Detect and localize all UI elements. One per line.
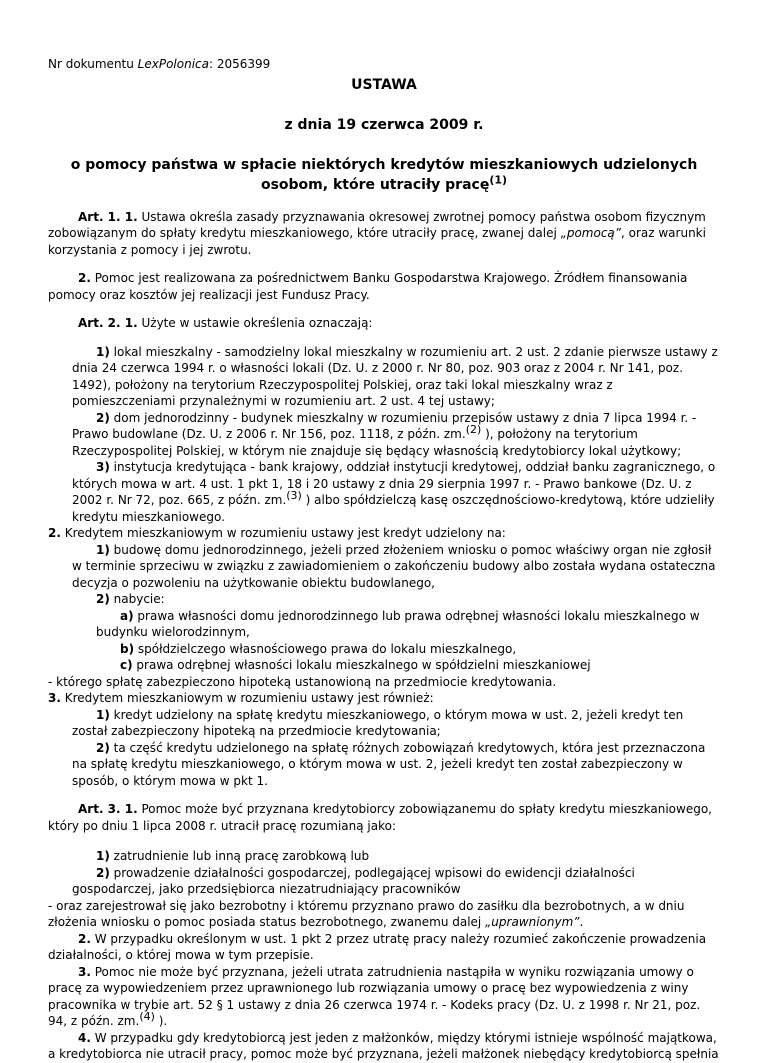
art-3-item-1: 1) zatrudnienie lub inną pracę zarobkową lub [96,849,370,863]
art-3-par-4: 4. W przypadku gdy kredytobiorcą jest jeden z małżonków, między którymi istnieje wspólność majątkowa, a kredytobiorca nie utracił pracy, pomoc może być przyznana, jeżeli małżonek niebędący kredytobiorcą spełnia [48,1030,719,1061]
art-2-par-3: 3. Kredytem mieszkaniowym w rozumieniu ustawy jest również: [48,691,434,705]
footnote-ref: (1) [489,172,508,186]
art-2-par-2-item-2: 2) nabycie: [96,592,165,606]
act-subject: o pomocy państwa w spłacie niektórych kredytów mieszkaniowych udzielonych osobom, które utraciły pracę$^{(1)}$ [70,156,698,193]
act-title: USTAWA [351,76,417,93]
art-1-par-1: Art. 1. 1. Ustawa określa zasady przyznawania okresowej zwrotnej pomocy państwa osobom fizycznym zobowiązanym do spłaty kredytu mieszkaniowego, które utraciły pracę, zwanej dalej „pomocą”, oraz warunki korzystania z pomocy i jej zwrotu. [48,209,706,257]
art-3-par-1: Art. 3. 1. Pomoc może być przyznana kredytobiorcy zobowiązanemu do spłaty kredytu mieszkaniowego, który po dniu 1 lipca 2008 r. utracił pracę rozumianą jako: [48,802,712,833]
footnote-ref: (3) [286,489,302,502]
art-2-par-3-item-2: 2) ta część kredytu udzielonego na spłatę różnych zobowiązań kredytowych, która jest przeznaczona na spłatę kredytu mieszkaniowego, o którym mowa w ust. 2, jeżeli kredyt ten został zabezpieczony w sposób, o którym mowa w pkt 1. [72,740,706,788]
art-2-par-2: 2. Kredytem mieszkaniowym w rozumieniu ustawy jest kredyt udzielony na: [48,526,506,540]
art-2-par-2-item-1: 1) budowę domu jednorodzinnego, jeżeli przed złożeniem wniosku o pomoc właściwy organ nie zgłosił w terminie sprzeciwu w związku z zawiadomieniem o zakończeniu budowy albo została wydana ostateczna decyzja o pozwoleniu na użytkowanie obiektu budowlanego, [72,542,716,590]
footnote-ref: (2) [465,423,482,436]
art-2-par-2-tail: - którego spłatę zabezpieczono hipoteką ustanowioną na przedmiocie kredytowania. [48,674,557,689]
art-2-item-2: 2) dom jednorodzinny - budynek mieszkalny w rozumieniu przepisów ustawy z dnia 7 lipca 1994 r. - Prawo budowlane (Dz. U. z 2006 r. Nr 156, poz. 1118, z późn. zm.$^{(2)}$ ), położony na terytorium Rzeczypospolitej Polskiej, w którym nie znajduje się będący własnością kredytobiorcy lokal użytkowy; [72,410,697,458]
art-3-par-3: 3. Pomoc nie może być przyznana, jeżeli utrata zatrudnienia nastąpiła w wyniku rozwiązania umowy o pracę za wypowiedzeniem przez uprawnionego lub rozwiązania umowy o pracę bez wypowiedzenia z winy pracownika w trybie art. 52 § 1 ustawy z dnia 26 czerwca 1974 r. - Kodeks pracy (Dz. U. z 1998 r. Nr 21, poz. 94, z późn. zm.$^{(4)}$ ). [48,964,701,1028]
document-source: LexPolonica [137,57,209,71]
art-2-item-1: 1) lokal mieszkalny - samodzielny lokal mieszkalny w rozumieniu art. 2 ust. 2 zdanie pierwsze ustawy z dnia 24 czerwca 1994 r. o własności lokali (Dz. U. z 2000 r. Nr 80, poz. 903 oraz z 2004 r. Nr 141, poz. 1492), położony na terytorium Rzeczypospolitej Polskiej, oraz taki lokal mieszkalny wraz z pomieszczeniami przynależnymi w rozumieniu art. 2 ust. 4 tej ustawy; [72,344,718,408]
footnote-ref: (4) [139,1010,155,1023]
art-2-item-3: 3) instytucja kredytująca - bank krajowy, oddział instytucji kredytowej, oddział banku zagranicznego, o których mowa w art. 4 ust. 1 pkt 1, 18 i 20 ustawy z dnia 29 sierpnia 1997 r. - Prawo bankowe (Dz. U. z 2002 r. Nr 72, poz. 665, z późn. zm.$^{(3)}$ ) albo spółdzielczą kasę oszczędnościowo-kredytową, które udzieliły kredytu mieszkaniowego. [72,460,716,524]
art-2-par-3-item-1: 1) kredyt udzielony na spłatę kredytu mieszkaniowego, o którym mowa w ust. 2, jeżeli kredyt ten został zabezpieczony hipoteką na przedmiocie kredytowania; [72,707,684,738]
art-1-par-2: 2. Pomoc jest realizowana za pośrednictwem Banku Gospodarstwa Krajowego. Źródłem finansowania pomocy oraz kosztów jej realizacji jest Fundusz Pracy. [48,271,688,302]
art-2-par-1: Art. 2. 1. Użyte w ustawie określenia oznaczają: [78,316,373,330]
art-3-par-2: 2. W przypadku określonym w ust. 1 pkt 2 przez utratę pracy należy rozumieć zakończenie prowadzenia działalności, o której mowa w tym przepisie. [48,931,707,962]
art-2-par-2-letter-c: c) prawa odrębnej własności lokalu mieszkalnego w spółdzielni mieszkaniowej [120,658,591,672]
art-2-par-2-letter-a: a) prawa własności domu jednorodzinnego lub prawa odrębnej własności lokalu mieszkalnego w budynku wielorodzinnym, [96,608,700,639]
document-number: Nr dokumentu LexPolonica: 2056399 [48,57,271,71]
art-3-item-2: 2) prowadzenie działalności gospodarczej, podlegającej wpisowi do ewidencji działalności gospodarczej, jako przedsiębiorca niezatrudniający pracowników [72,865,635,896]
art-3-par-1-tail: - oraz zarejestrował się jako bezrobotny i któremu przyznano prawo do zasiłku dla bezrobotnych, a w dniu złożenia wniosku o pomoc posiada status bezrobotnego, zwanemu dalej „uprawnionym”. [48,898,685,929]
art-2-par-2-letter-b: b) spółdzielczego własnościowego prawa do lokalu mieszkalnego, [120,641,517,656]
act-date: z dnia 19 czerwca 2009 r. [284,116,484,133]
